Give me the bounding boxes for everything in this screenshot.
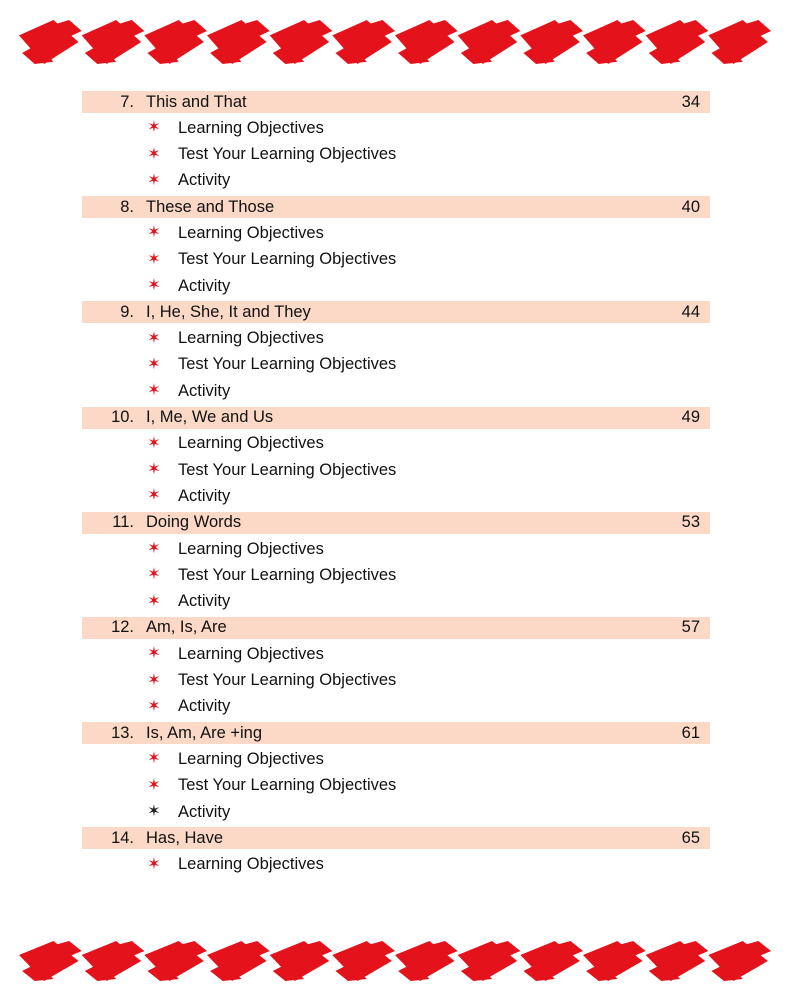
toc-subitem bbox=[82, 433, 710, 455]
chapter-heading bbox=[82, 301, 710, 323]
toc-subitem bbox=[82, 144, 710, 166]
star-bullet-icon: ✶ bbox=[147, 329, 161, 347]
star-bullet-icon: ✶ bbox=[147, 487, 161, 505]
toc-subitem bbox=[82, 564, 710, 586]
star-bullet-icon: ✶ bbox=[147, 592, 161, 610]
star-bullet-icon: ✶ bbox=[147, 434, 161, 452]
chapter-number: 14. bbox=[111, 828, 134, 847]
chapter-heading bbox=[82, 91, 710, 113]
star-bullet-icon: ✶ bbox=[147, 145, 161, 163]
table-of-contents bbox=[82, 91, 710, 880]
chapter-number: 12. bbox=[111, 618, 134, 637]
toc-chapter bbox=[82, 512, 710, 617]
star-bullet-icon: ✶ bbox=[147, 697, 161, 715]
star-bullet-icon: ✶ bbox=[147, 855, 161, 873]
toc-subitem bbox=[82, 275, 710, 297]
toc-chapter bbox=[82, 301, 710, 406]
chapter-number: 8. bbox=[120, 197, 134, 216]
toc-chapter bbox=[82, 196, 710, 301]
toc-subitem bbox=[82, 170, 710, 192]
decorative-top-border bbox=[19, 20, 771, 64]
chapter-title: Am, Is, Are bbox=[146, 618, 227, 637]
subitem-label: Test Your Learning Objectives bbox=[178, 355, 397, 374]
chapter-number: 13. bbox=[111, 723, 134, 742]
toc-subitem bbox=[82, 328, 710, 350]
star-bullet-icon: ✶ bbox=[147, 750, 161, 768]
toc-chapter bbox=[82, 722, 710, 827]
star-bullet-icon: ✶ bbox=[147, 355, 161, 373]
chapter-heading bbox=[82, 196, 710, 218]
toc-subitem bbox=[82, 459, 710, 481]
chapter-page-number: 44 bbox=[681, 302, 700, 321]
toc-subitem bbox=[82, 380, 710, 402]
chapter-title: I, He, She, It and They bbox=[146, 302, 311, 321]
chapter-heading bbox=[82, 407, 710, 429]
chapter-title: I, Me, We and Us bbox=[146, 408, 274, 427]
subitem-label: Activity bbox=[178, 592, 231, 611]
toc-subitem bbox=[82, 538, 710, 560]
chapter-title: Is, Am, Are +ing bbox=[146, 723, 263, 742]
chapter-title: Has, Have bbox=[146, 828, 224, 847]
chapter-page-number: 49 bbox=[681, 408, 700, 427]
subitem-label: Learning Objectives bbox=[178, 855, 324, 874]
chapter-number: 7. bbox=[120, 92, 134, 111]
subitem-label: Learning Objectives bbox=[178, 644, 324, 663]
subitem-label: Learning Objectives bbox=[178, 118, 324, 137]
star-bullet-icon: ✶ bbox=[147, 540, 161, 558]
chapter-heading bbox=[82, 617, 710, 639]
star-bullet-icon: ✶ bbox=[147, 803, 161, 821]
decorative-bottom-border bbox=[19, 941, 771, 985]
toc-subitem bbox=[82, 591, 710, 613]
star-bullet-icon: ✶ bbox=[147, 645, 161, 663]
chapter-heading bbox=[82, 722, 710, 744]
toc-subitem bbox=[82, 354, 710, 376]
chapter-page-number: 34 bbox=[681, 92, 700, 111]
subitem-label: Test Your Learning Objectives bbox=[178, 565, 397, 584]
subitem-label: Activity bbox=[178, 171, 231, 190]
chapter-number: 9. bbox=[120, 302, 134, 321]
toc-subitem bbox=[82, 854, 710, 876]
toc-subitem bbox=[82, 117, 710, 139]
toc-chapter bbox=[82, 91, 710, 196]
star-bullet-icon: ✶ bbox=[147, 171, 161, 189]
chapter-heading bbox=[82, 512, 710, 534]
subitem-label: Test Your Learning Objectives bbox=[178, 671, 397, 690]
chapter-page-number: 65 bbox=[681, 828, 700, 847]
toc-subitem bbox=[82, 670, 710, 692]
toc-subitem bbox=[82, 696, 710, 718]
subitem-label: Learning Objectives bbox=[178, 434, 324, 453]
subitem-label: Test Your Learning Objectives bbox=[178, 776, 397, 795]
star-bullet-icon: ✶ bbox=[147, 671, 161, 689]
star-bullet-icon: ✶ bbox=[147, 119, 161, 137]
star-bullet-icon: ✶ bbox=[147, 461, 161, 479]
star-bullet-icon: ✶ bbox=[147, 776, 161, 794]
chapter-page-number: 61 bbox=[681, 723, 700, 742]
star-bullet-icon: ✶ bbox=[147, 250, 161, 268]
subitem-label: Activity bbox=[178, 697, 231, 716]
chapter-page-number: 57 bbox=[681, 618, 700, 637]
star-bullet-icon: ✶ bbox=[147, 566, 161, 584]
chapter-page-number: 53 bbox=[681, 513, 700, 532]
subitem-label: Learning Objectives bbox=[178, 223, 324, 242]
toc-subitem bbox=[82, 775, 710, 797]
toc-subitem bbox=[82, 801, 710, 823]
subitem-label: Learning Objectives bbox=[178, 329, 324, 348]
subitem-label: Activity bbox=[178, 802, 231, 821]
star-bullet-icon: ✶ bbox=[147, 382, 161, 400]
chapter-number: 11. bbox=[112, 513, 134, 532]
chapter-number: 10. bbox=[111, 408, 134, 427]
subitem-label: Activity bbox=[178, 276, 231, 295]
chapter-heading bbox=[82, 827, 710, 849]
toc-chapter bbox=[82, 617, 710, 722]
subitem-label: Test Your Learning Objectives bbox=[178, 145, 397, 164]
chapter-title: These and Those bbox=[146, 197, 275, 216]
toc-chapter bbox=[82, 407, 710, 512]
star-bullet-icon: ✶ bbox=[147, 277, 161, 295]
toc-subitem bbox=[82, 485, 710, 507]
subitem-label: Learning Objectives bbox=[178, 539, 324, 558]
subitem-label: Test Your Learning Objectives bbox=[178, 460, 397, 479]
toc-subitem bbox=[82, 748, 710, 770]
subitem-label: Test Your Learning Objectives bbox=[178, 250, 397, 269]
subitem-label: Activity bbox=[178, 381, 231, 400]
toc-chapter bbox=[82, 827, 710, 880]
chapter-title: This and That bbox=[146, 92, 247, 111]
toc-subitem bbox=[82, 249, 710, 271]
chapter-title: Doing Words bbox=[146, 513, 242, 532]
toc-subitem bbox=[82, 222, 710, 244]
subitem-label: Activity bbox=[178, 486, 231, 505]
chapter-page-number: 40 bbox=[681, 197, 700, 216]
toc-subitem bbox=[82, 643, 710, 665]
star-bullet-icon: ✶ bbox=[147, 224, 161, 242]
subitem-label: Learning Objectives bbox=[178, 749, 324, 768]
